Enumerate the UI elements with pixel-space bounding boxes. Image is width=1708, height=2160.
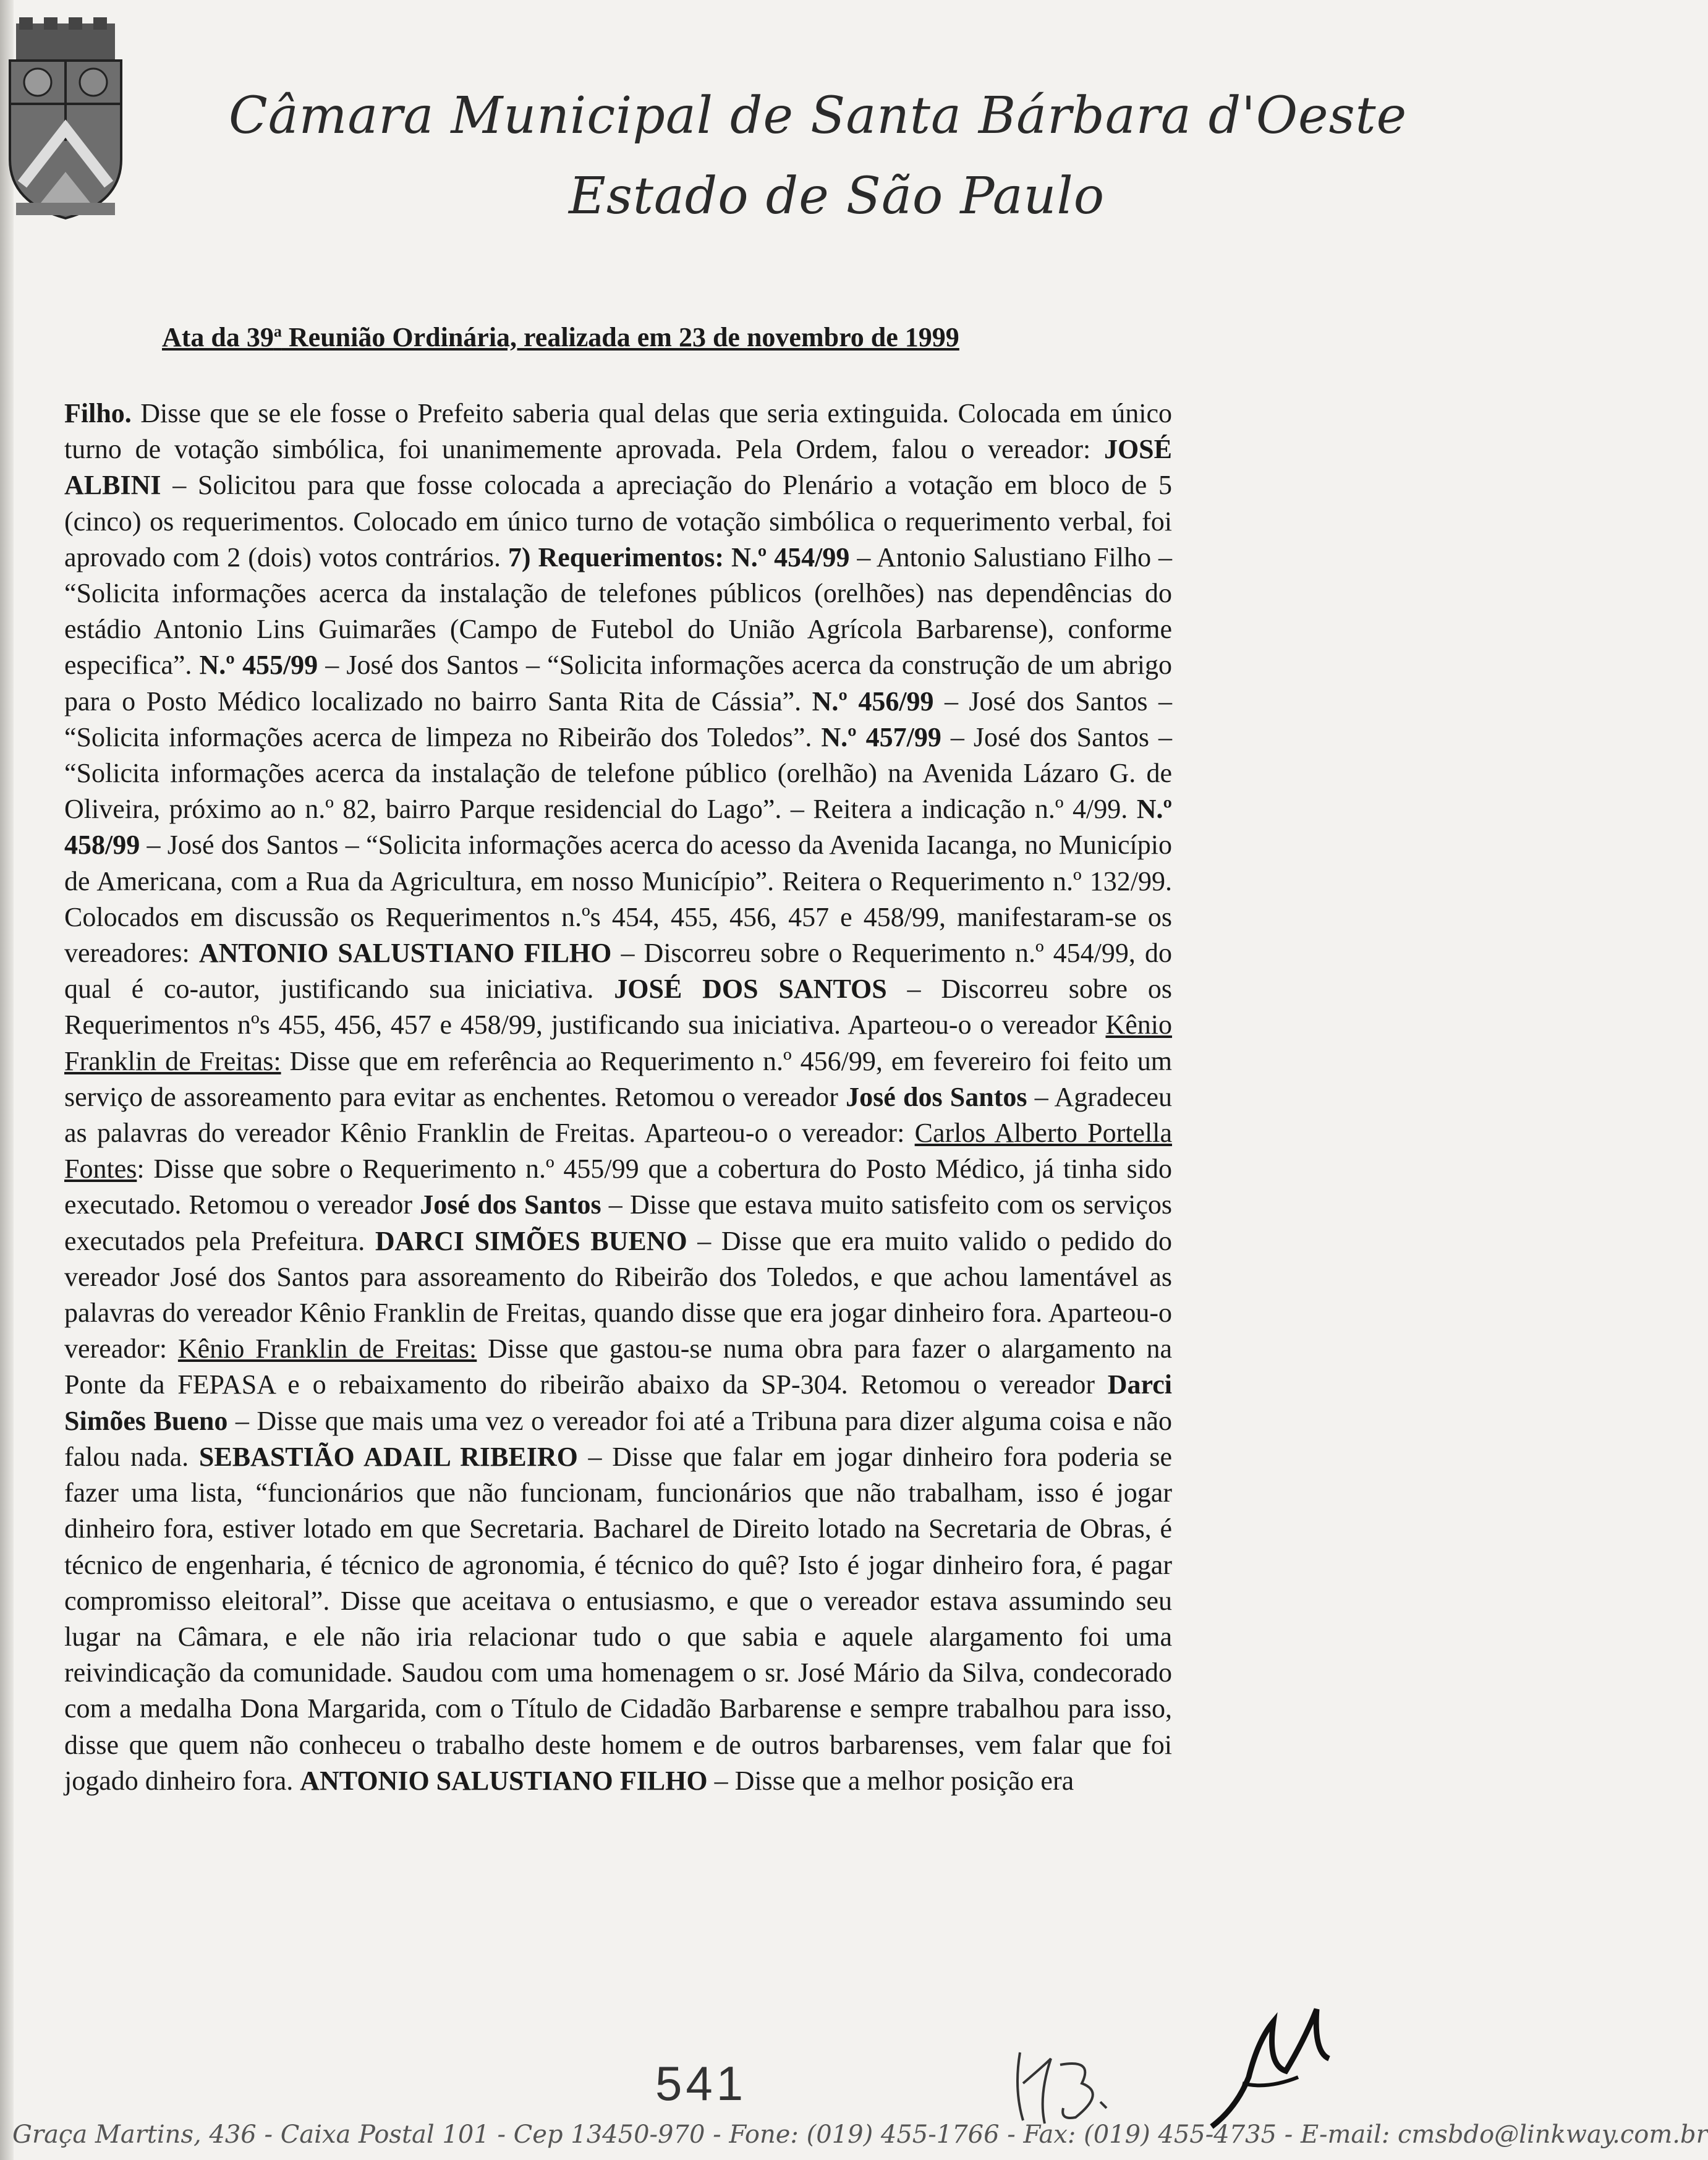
footer-address: Graça Martins, 436 - Caixa Postal 101 - Cep 13450-970 - Fone: (019) 455-1766 - Fax: (019) 455-4735 - E-mail: cmsbdo@linkway.com.br (12, 2120, 1708, 2149)
document-title (162, 321, 1151, 353)
letterhead-institution-name: Câmara Municipal de Santa Bárbara d'Oeste (229, 87, 1408, 145)
coat-of-arms-icon (4, 17, 127, 221)
title-prefix: Ata da 39 (162, 322, 274, 352)
minutes-body-text: Filho. Disse que se ele fosse o Prefeito saberia qual delas que seria extinguida. Colocada em único turno de votação simbólica, foi unanimemente aprovada. Pela Ordem, falou o vereador: JOSÉ ALBINI – Solicitou para que fosse colocada a apreciação do Plenário a votação em bloco de 5 (cinco) os requerimentos. Colocado em único turno de votação simbólica o requerimento verbal, foi aprovado com 2 (dois) votos contrários. 7) Requerimentos: N.º 454/99 – Antonio Salustiano Filho – “Solicita informações acerca da instalação de telefones públicos (orelhões) nas dependências do estádio Antonio Lins Guimarães (Campo de Futebol do União Agrícola Barbarense), conforme especifica”. N.º 455/99 – José dos Santos – “Solicita informações acerca da construção de um abrigo para o Posto Médico localizado no bairro Santa Rita de Cássia”. N.º 456/99 – José dos Santos – “Solicita informações acerca de limpeza no Ribeirão dos Toledos”. N.º 457/99 – José dos Santos – “Solicita informações acerca da instalação de telefone público (orelhão) na Avenida Lázaro G. de Oliveira, próximo ao n.º 82, bairro Parque residencial do Lago”. – Reitera a indicação n.º 4/99. N.º 458/99 – José dos Santos – “Solicita informações acerca do acesso da Avenida Iacanga, no Município de Americana, com a Rua da Agricultura, em nosso Município”. Reitera o Requerimento n.º 132/99. Colocados em discussão os Requerimentos n.ºs 454, 455, 456, 457 e 458/99, manifestaram-se os vereadores: ANTONIO SALUSTIANO FILHO – Discorreu sobre o Requerimento n.º 454/99, do qual é co-autor, justificando sua iniciativa. JOSÉ DOS SANTOS – Discorreu sobre os Requerimentos nºs 455, 456, 457 e 458/99, justificando sua iniciativa. Aparteou-o o vereador Kênio Franklin de Freitas: Disse que em referência ao Requerimento n.º 456/99, em fevereiro foi feito um serviço de assoreamento para evitar as enchentes. Retomou o vereador José dos Santos – Agradeceu as palavras do vereador Kênio Franklin de Freitas. Aparteou-o o vereador: Carlos Alberto Portella Fontes: Disse que sobre o Requerimento n.º 455/99 que a cobertura do Posto Médico, já tinha sido executado. Retomou o vereador José dos Santos – Disse que estava muito satisfeito com os serviços executados pela Prefeitura. DARCI SIMÕES BUENO – Disse que era muito valido o pedido do vereador José dos Santos para assoreamento do Ribeirão dos Toledos, e que achou lamentável as palavras do vereador Kênio Franklin de Freitas, quando disse que era jogar dinheiro fora. Aparteou-o vereador: Kênio Franklin de Freitas: Disse que gastou-se numa obra para fazer o alargamento na Ponte da FEPASA e o rebaixamento do ribeirão abaixo da SP-304. Retomou o vereador Darci Simões Bueno – Disse que mais uma vez o vereador foi até a Tribuna para dizer alguma coisa e não falou nada. SEBASTIÃO ADAIL RIBEIRO – Disse que falar em jogar dinheiro fora poderia se fazer uma lista, “funcionários que não funcionam, funcionários que não trabalham, isso é jogar dinheiro fora, estiver lotado em que Secretaria. Bacharel de Direito lotado na Secretaria de Obras, é técnico de engenharia, é técnico de agronomia, é técnico do quê? Isto é jogar dinheiro fora, é pagar compromisso eleitoral”. Disse que aceitava o entusiasmo, e que o vereador estava assumindo seu lugar na Câmara, e ele não iria relacionar tudo o que sabia e aquele alargamento foi uma reivindicação da comunidade. Saudou com uma homenagem o sr. José Mário da Silva, condecorado com a medalha Dona Margarida, com o Título de Cidadão Barbarense e sempre trabalhou para isso, disse que quem não conheceu o trabalho deste homem e de outros barbarenses, vem falar que foi jogado dinheiro fora. ANTONIO SALUSTIANO FILHO – Disse que a melhor posição era (64, 398, 1173, 1796)
page-number: 541 (655, 2056, 747, 2111)
handwritten-signature-icon (1199, 1984, 1341, 2139)
letterhead-state-name: Estado de São Paulo (569, 167, 1105, 226)
scan-edge-shadow (0, 0, 14, 2160)
title-ordinal: a (273, 322, 282, 341)
handwritten-initials-icon (1001, 2040, 1119, 2133)
title-rest: Reunião Ordinária, realizada em 23 de novembro de 1999 (281, 322, 959, 352)
